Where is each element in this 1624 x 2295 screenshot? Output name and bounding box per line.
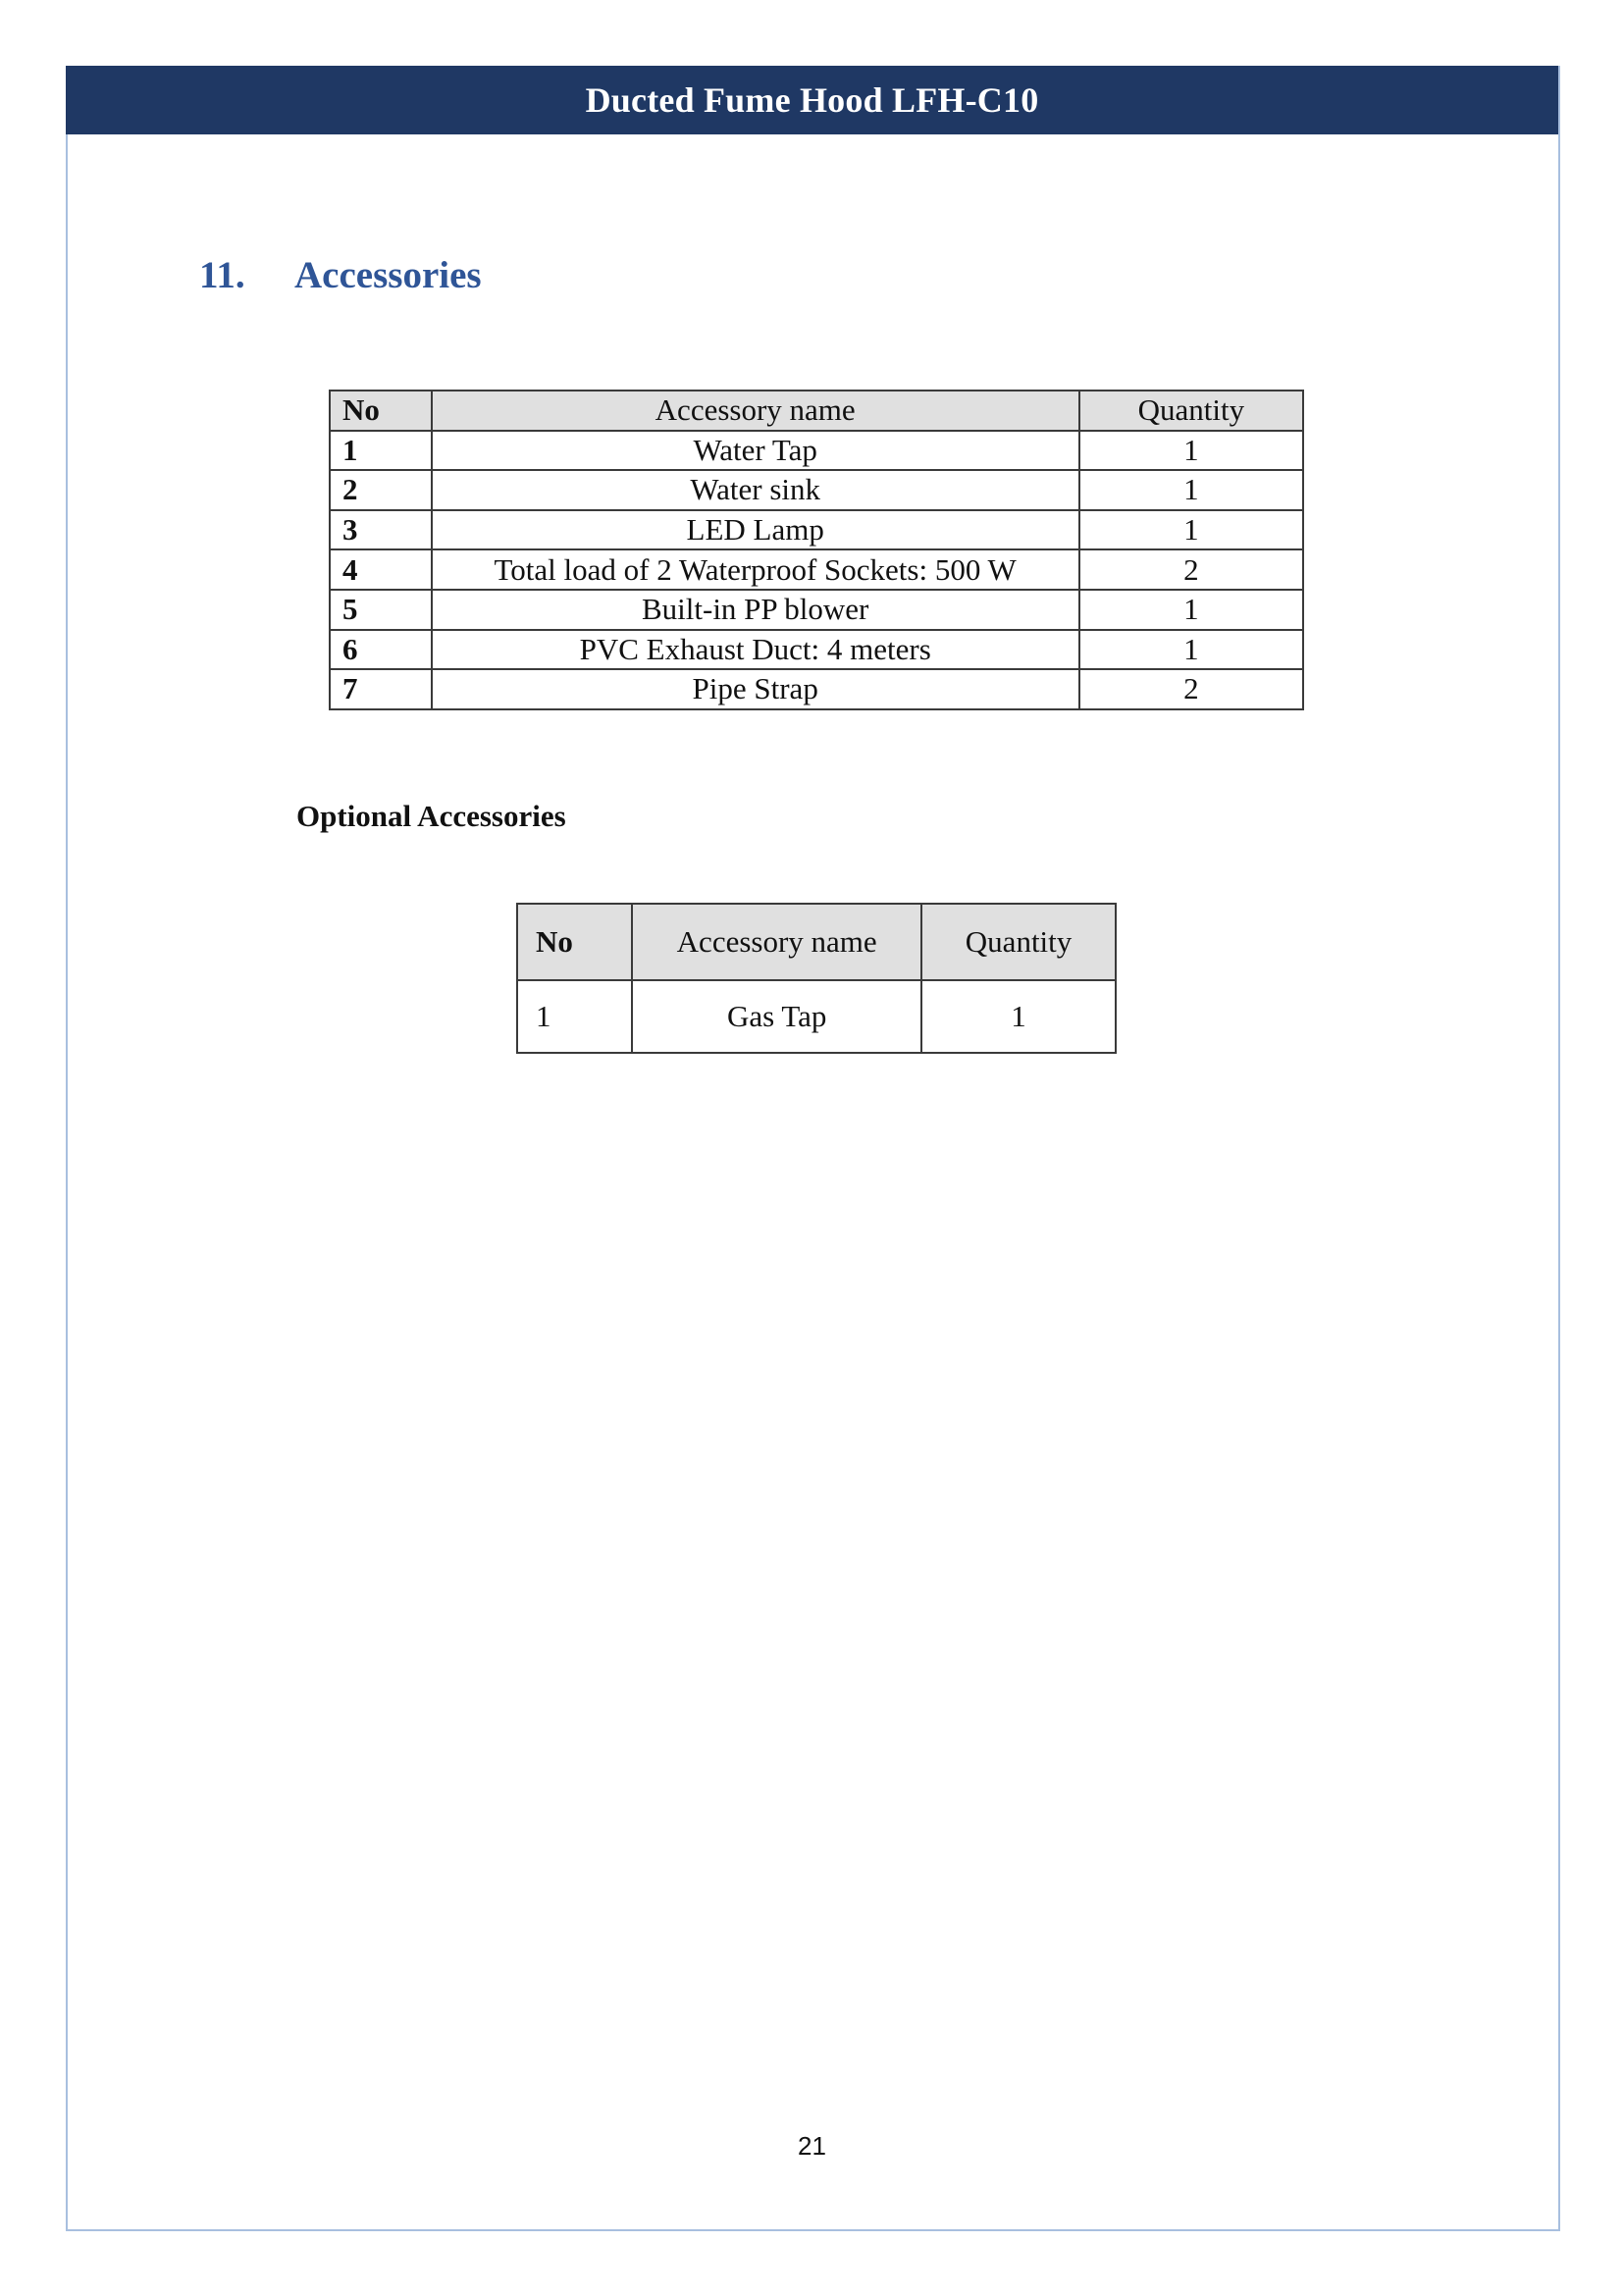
cell-no: 1: [517, 980, 632, 1053]
optional-accessories-heading: Optional Accessories: [296, 799, 566, 833]
accessories-table: [329, 390, 1304, 710]
document-header: [66, 66, 1558, 134]
table-row: [330, 510, 1303, 550]
cell-accessory-name: Gas Tap: [632, 980, 921, 1053]
cell-no: 1: [330, 431, 432, 471]
cell-quantity: 1: [1079, 590, 1303, 630]
cell-quantity: 2: [1079, 549, 1303, 590]
cell-quantity: 1: [1079, 630, 1303, 670]
cell-accessory-name: LED Lamp: [432, 510, 1079, 550]
document-title: Ducted Fume Hood LFH-C10: [585, 80, 1039, 120]
column-header-no: No: [517, 904, 632, 980]
section-number: 11.: [199, 254, 245, 296]
cell-no: 6: [330, 630, 432, 670]
cell-accessory-name: Pipe Strap: [432, 669, 1079, 709]
section-heading: [199, 253, 482, 297]
cell-no: 2: [330, 470, 432, 510]
table-row: [330, 590, 1303, 630]
section-title: Accessories: [294, 254, 482, 296]
cell-no: 3: [330, 510, 432, 550]
optional-accessories-table: [516, 903, 1117, 1054]
table-row: [330, 630, 1303, 670]
cell-accessory-name: Water Tap: [432, 431, 1079, 471]
table-row: [330, 549, 1303, 590]
cell-accessory-name: Total load of 2 Waterproof Sockets: 500 W: [432, 549, 1079, 590]
table-row: [330, 669, 1303, 709]
table-header-row: [517, 904, 1116, 980]
table-header-row: [330, 391, 1303, 431]
column-header-quantity: Quantity: [1079, 391, 1303, 431]
cell-quantity: 1: [1079, 470, 1303, 510]
column-header-quantity: Quantity: [921, 904, 1116, 980]
table-row: [330, 470, 1303, 510]
cell-quantity: 1: [921, 980, 1116, 1053]
column-header-no: No: [330, 391, 432, 431]
cell-accessory-name: Built-in PP blower: [432, 590, 1079, 630]
column-header-accessory-name: Accessory name: [632, 904, 921, 980]
table-row: [517, 980, 1116, 1053]
column-header-accessory-name: Accessory name: [432, 391, 1079, 431]
cell-no: 5: [330, 590, 432, 630]
cell-accessory-name: Water sink: [432, 470, 1079, 510]
cell-quantity: 1: [1079, 431, 1303, 471]
cell-no: 4: [330, 549, 432, 590]
page-number: 21: [798, 2131, 826, 2161]
cell-quantity: 2: [1079, 669, 1303, 709]
table-row: [330, 431, 1303, 471]
cell-accessory-name: PVC Exhaust Duct: 4 meters: [432, 630, 1079, 670]
cell-no: 7: [330, 669, 432, 709]
cell-quantity: 1: [1079, 510, 1303, 550]
